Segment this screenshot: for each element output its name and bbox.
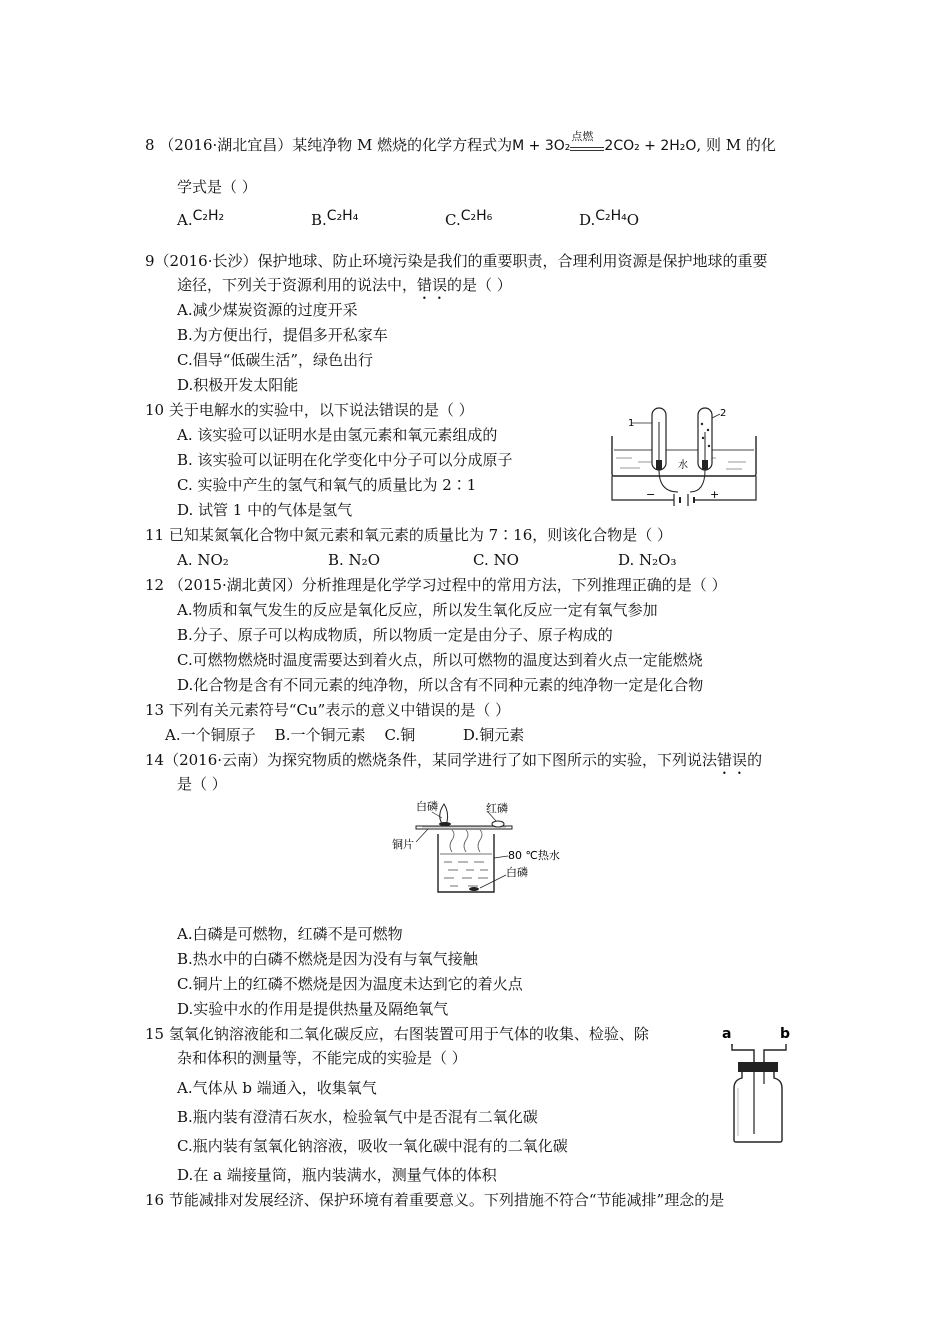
q12-option-a: A.物质和氧气发生的反应是氧化反应，所以发生氧化反应一定有氧气参加 [177, 601, 658, 619]
copper-plate-label: 铜片 [392, 838, 414, 851]
q12-option-d: D.化合物是含有不同元素的纯净物，所以含有不同种元素的纯净物一定是化合物 [177, 676, 704, 694]
q15-option-a: A.气体从 b 端通入，收集氧气 [177, 1079, 377, 1097]
q8-stem: 8 （2016·湖北宜昌）某纯净物 M 燃烧的化学方程式为 [145, 136, 513, 154]
q14-option-a: A.白磷是可燃物，红磷不是可燃物 [177, 925, 403, 943]
q10-option-b: B. 该实验可以证明在化学变化中分子可以分成原子 [177, 451, 513, 469]
q13-stem: 13 下列有关元素符号“Cu”表示的意义中错误的是（ ） [145, 701, 511, 719]
tube-b-label: b [780, 1026, 791, 1042]
q11-option-c: C. NO [473, 551, 519, 569]
q14-line2: 是（ ） [177, 775, 227, 793]
q8-option-c: C.C₂H₆ [445, 208, 493, 229]
q14-option-c: C.铜片上的红磷不燃烧是因为温度未达到它的着火点 [177, 975, 523, 993]
q15-option-c: C.瓶内装有氢氧化钠溶液，吸收一氧化碳中混有的二氧化碳 [177, 1137, 568, 1155]
q8-option-b: B.C₂H₄ [311, 208, 359, 229]
q9-line2: 途径，下列关于资源利用的说法中，错误的是（ ） [177, 276, 512, 294]
q12-stem: 12 （2015·湖北黄冈）分析推理是化学学习过程中的常用方法，下列推理正确的是（ ） [145, 576, 727, 594]
q12-option-c: C.可燃物燃烧时温度需要达到着火点，所以可燃物的温度达到着火点一定能燃烧 [177, 651, 703, 669]
q9-line1: 9（2016·长沙）保护地球、防止环境污染是我们的重要职责，合理利用资源是保护地球的重要 [145, 252, 768, 270]
q11-option-b: B. N₂O [328, 551, 380, 569]
q10-option-a: A. 该实验可以证明水是由氢元素和氧元素组成的 [177, 426, 498, 444]
q15-line1: 15 氢氧化钠溶液能和二氧化碳反应，右图装置可用于气体的收集、检验、除 [145, 1025, 649, 1043]
red-phosphorus-label: 红磷 [486, 802, 508, 815]
white-phosphorus-label: 白磷 [416, 800, 438, 813]
white-phosphorus-water-label: 白磷 [506, 866, 528, 879]
q8-equation-condition: 点燃 [571, 130, 594, 143]
q8-equation-arrow [570, 130, 604, 155]
q14-line1: 14（2016·云南）为探究物质的燃烧条件，某同学进行了如下图所示的实验，下列说法错误的 [145, 751, 763, 769]
q9-option-b: B.为方便出行，提倡多开私家车 [177, 326, 388, 344]
combustion-figure [388, 796, 568, 898]
positive-terminal: + [710, 488, 720, 501]
q8-equation-left: M + 3O₂ [512, 138, 571, 154]
q9-option-d: D.积极开发太阳能 [177, 376, 299, 394]
hot-water-label: 80 ℃热水 [508, 849, 560, 862]
q15-option-d: D.在 a 端接量筒，瓶内装满水，测量气体的体积 [177, 1166, 497, 1184]
q11-option-d: D. N₂O₃ [618, 551, 677, 569]
q12-option-b: B.分子、原子可以构成物质，所以物质一定是由分子、原子构成的 [177, 626, 613, 644]
q8-option-a: A.C₂H₂ [177, 208, 225, 229]
q14-option-b: B.热水中的白磷不燃烧是因为没有与氧气接触 [177, 950, 478, 968]
tube-a-label: a [722, 1026, 732, 1042]
q15-option-b: B.瓶内装有澄清石灰水，检验氧气中是否混有二氧化碳 [177, 1108, 538, 1126]
q11-stem: 11 已知某氮氧化合物中氮元素和氧元素的质量比为 7∶16，则该化合物是（ ） [145, 526, 673, 544]
q10-option-c: C. 实验中产生的氢气和氧气的质量比为 2∶1 [177, 476, 477, 494]
q8-equation-right: 2CO₂ + 2H₂O [604, 138, 697, 154]
q8-line2: 学式是（ ） [177, 178, 257, 196]
q16-stem: 16 节能减排对发展经济、保护环境有着重要意义。下列措施不符合“节能减排”理念的是 [145, 1191, 725, 1209]
water-label: 水 [678, 460, 688, 471]
q9-option-a: A.减少煤炭资源的过度开采 [177, 301, 358, 319]
q8-line1 [145, 130, 776, 156]
negative-terminal: − [646, 488, 656, 501]
q14-option-d: D.实验中水的作用是提供热量及隔绝氧气 [177, 1000, 449, 1018]
q8-option-d: D.C₂H₄O [579, 208, 640, 229]
q13-options: A.一个铜原子 B.一个铜元素 C.铜 D.铜元素 [165, 726, 525, 744]
electrolysis-figure [608, 402, 760, 506]
q15-line2: 杂和体积的测量等，不能完成的实验是（ ） [177, 1049, 467, 1067]
tube-2-label: 2 [720, 408, 727, 419]
q8-stem-end: , 则 M 的化 [696, 136, 776, 154]
q11-option-a: A. NO₂ [177, 551, 229, 569]
q10-option-d: D. 试管 1 中的气体是氢气 [177, 501, 353, 519]
q10-stem: 10 关于电解水的实验中，以下说法错误的是（ ） [145, 401, 474, 419]
q9-option-c: C.倡导“低碳生活”，绿色出行 [177, 351, 374, 369]
gas-bottle-figure [718, 1024, 798, 1146]
tube-1-label: 1 [628, 418, 635, 429]
